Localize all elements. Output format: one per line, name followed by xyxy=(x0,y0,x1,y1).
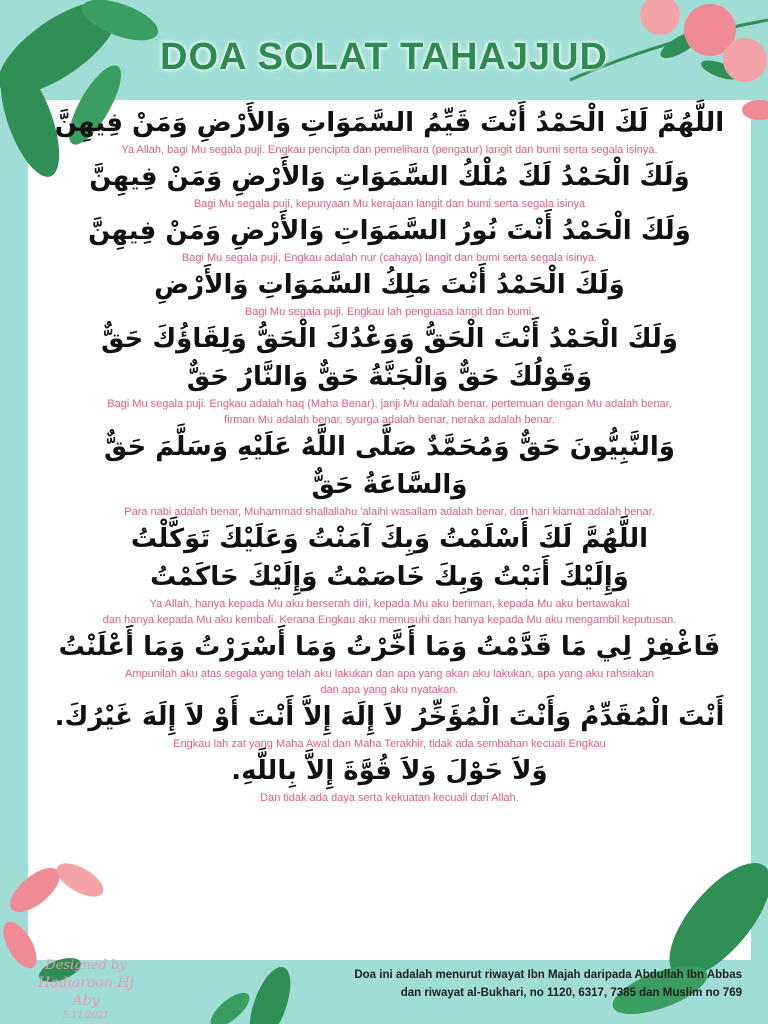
translation-text: Para nabi adalah benar, Muhammad shallallahu 'alaihi wasallam adalah benar, dan hari kiamat adalah benar. xyxy=(124,506,655,518)
translation-text: Bagi Mu segala puji, kepunyaan Mu kerajaan langit dan bumi serta segala isinya xyxy=(193,198,586,210)
verse-block xyxy=(28,320,751,428)
arabic-text: وَلَكَ الْحَمْدُ لَكَ مُلْكُ السَّمَوَاتِ وَالأَرْضِ وَمَنْ فِيهِنَّ xyxy=(89,162,690,192)
prayer-content xyxy=(28,104,751,806)
translation-text: Engkau lah zat yang Maha Awal dan Maha Terakhir, tidak ada sembahan kecuali Engkau xyxy=(173,738,606,750)
arabic-text: وَقَوْلُكَ حَقٌّ وَالْجَنَّةُ حَقٌّ وَالنَّارُ حَقٌّ xyxy=(186,362,593,392)
designer-signature xyxy=(26,958,146,1022)
source-note xyxy=(222,966,742,1002)
verse-block xyxy=(28,752,751,806)
translation-text: Ya Allah, bagi Mu segala puji. Engkau pencipta dan pemelihara (pengatur) langit dan bumi serta segala isinya. xyxy=(121,144,658,156)
verse-block xyxy=(28,212,751,266)
arabic-text: أَنْتَ الْمُقَدِّمُ وَأَنْتَ الْمُؤَخِّرُ لاَ إِلَهَ إِلاَّ أَنْتَ أَوْ لاَ إِلَهَ غَيْرُكَ. xyxy=(54,702,725,732)
verse-block xyxy=(28,104,751,158)
signature-date: 5.11.2021 xyxy=(63,1011,109,1021)
translation-text: Dan tidak ada daya serta kekuatan kecuali dari Allah. xyxy=(260,792,519,804)
page-title: DOA SOLAT TAHAJJUD xyxy=(160,36,608,78)
arabic-text: وَلَكَ الْحَمْدُ أَنْتَ مَلِكُ السَّمَوَاتِ وَالأَرْضِ xyxy=(154,270,625,300)
signature-line1: Designed by xyxy=(45,958,127,973)
verse-block xyxy=(28,628,751,698)
verse-block xyxy=(28,698,751,752)
verse-block xyxy=(28,428,751,520)
verse-block xyxy=(28,158,751,212)
translation-text: firman Mu adalah benar, syurga adalah benar, neraka adalah benar. xyxy=(224,414,555,426)
arabic-text: وَلَكَ الْحَمْدُ أَنْتَ الْحَقُّ وَوَعْدُكَ الْحَقُّ وَلِقَاؤُكَ حَقٌّ xyxy=(101,324,678,354)
verse-block xyxy=(28,266,751,320)
translation-text: Bagi Mu segala puji. Engkau adalah haq (Maha Benar), janji Mu adalah benar, pertemuan dengan Mu adalah benar, xyxy=(107,398,672,410)
arabic-text: وَالنَّبِيُّونَ حَقٌّ وَمُحَمَّدٌ صَلَّى اللَّهُ عَلَيْهِ وَسَلَّمَ حَقٌّ xyxy=(104,432,675,462)
translation-text: dan hanya kepada Mu aku kembali. Kerana Engkau aku memusuhi dan hanya kepada Mu aku mengambil keputusan. xyxy=(102,614,677,626)
source-note-line2: dan riwayat al-Bukhari, no 1120, 6317, 7385 dan Muslim no 769 xyxy=(400,987,742,999)
arabic-text: وَلاَ حَوْلَ وَلاَ قُوَّةَ إِلاَّ بِاللَّهِ. xyxy=(231,756,548,786)
verse-block xyxy=(28,520,751,628)
arabic-text: اللَّهُمَّ لَكَ الْحَمْدُ أَنْتَ قَيِّمُ السَّمَوَاتِ وَالأَرْضِ وَمَنْ فِيهِنَّ xyxy=(54,108,725,138)
arabic-text: فَاغْفِرْ لِي مَا قَدَّمْتُ وَمَا أَخَّرْتُ وَمَا أَسْرَرْتُ وَمَا أَعْلَنْتُ xyxy=(58,632,721,662)
translation-text: Ya Allah, hanya kepada Mu aku berserah diri, kepada Mu aku beriman, kepada Mu aku bertawakal xyxy=(149,598,630,610)
translation-text: Ampunilah aku atas segala yang telah aku lakukan dan apa yang akan aku lakukan, apa yang aku rahsiakan xyxy=(125,668,654,680)
source-note-line1: Doa ini adalah menurut riwayat Ibn Majah daripada Abdullah Ibn Abbas xyxy=(354,969,742,981)
arabic-text: اللَّهُمَّ لَكَ أَسْلَمْتُ وَبِكَ آمَنْتُ وَعَلَيْكَ تَوَكَّلْتُ xyxy=(130,524,649,554)
translation-text: Bagi Mu segala puji. Engkau lah penguasa langit dan bumi. xyxy=(244,306,535,318)
arabic-text: وَإِلَيْكَ أَنَبْتُ وَبِكَ خَاصَمْتُ وَإِلَيْكَ حَاكَمْتُ xyxy=(150,562,629,592)
translation-text: Bagi Mu segala puji, Engkau adalah nur (cahaya) langit dan bumi serta segala isinya. xyxy=(181,252,598,264)
arabic-text: وَالسَّاعَةُ حَقٌّ xyxy=(311,470,468,500)
signature-line2: Hadiaroon Hj Aby xyxy=(38,975,134,1009)
translation-text: dan apa yang aku nyatakan. xyxy=(320,684,459,696)
arabic-text: وَلَكَ الْحَمْدُ أَنْتَ نُورُ السَّمَوَاتِ وَالأَرْضِ وَمَنْ فِيهِنَّ xyxy=(88,216,691,246)
